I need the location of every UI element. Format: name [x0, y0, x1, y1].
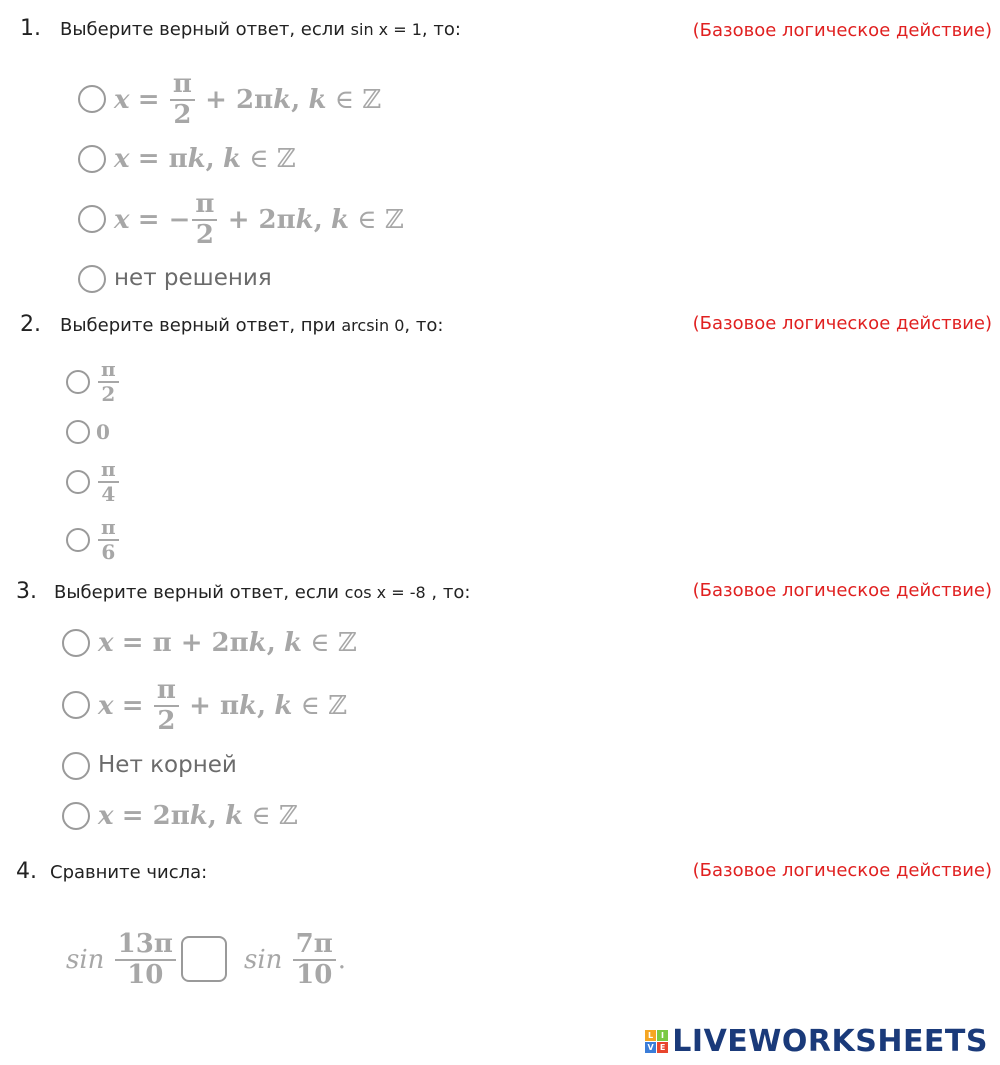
q3-option-1-radio[interactable]	[62, 629, 90, 657]
q3-option-2-radio[interactable]	[62, 691, 90, 719]
logo-cell: V	[645, 1042, 656, 1053]
q3-option-3-label[interactable]: Нет корней	[98, 752, 237, 778]
prompt-text-end: , то:	[425, 582, 471, 603]
prompt-math: arcsin 0	[341, 316, 405, 335]
q4-left-expression	[66, 930, 178, 990]
q3-option-2-math[interactable]: x = $\frac{\pi}{2}$ + π k , k ∈ ℤ	[98, 674, 348, 736]
q3-option-4-radio[interactable]	[62, 802, 90, 830]
prompt-text-end: , то:	[421, 19, 461, 40]
question-2-prompt	[60, 315, 443, 336]
question-3-number: 3.	[16, 579, 37, 604]
q1-option-3-radio[interactable]	[78, 205, 106, 233]
left-numerator: 13π	[115, 931, 176, 961]
logo-cell: L	[645, 1030, 656, 1041]
question-4-number: 4.	[16, 859, 37, 884]
q3-option-1-math[interactable]: x = π + 2π k , k ∈ ℤ	[98, 628, 357, 658]
q4-right-expression	[244, 930, 346, 990]
question-2-tag: (Базовое логическое действие)	[692, 313, 992, 334]
q2-option-2-radio[interactable]	[66, 420, 90, 444]
q2-option-1-math[interactable]: $\frac{\pi}{2}$	[96, 357, 121, 407]
left-denominator: 10	[127, 960, 164, 990]
question-1-prompt	[60, 19, 461, 40]
right-denominator: 10	[296, 960, 333, 990]
q1-option-1-radio[interactable]	[78, 85, 106, 113]
right-end: .	[337, 945, 347, 975]
q4-answer-box[interactable]	[181, 936, 227, 982]
prompt-text: Выберите верный ответ, при	[60, 315, 342, 336]
q1-option-2-math[interactable]: x = π k , k ∈ ℤ	[114, 144, 296, 174]
question-4-tag: (Базовое логическое действие)	[692, 860, 992, 881]
prompt-math: cos x = -8	[344, 583, 426, 602]
right-numerator: 7π	[293, 931, 336, 961]
prompt-text: Выберите верный ответ, если	[54, 582, 345, 603]
prompt-text-end: , то:	[404, 315, 444, 336]
q1-option-3-math[interactable]: x = − $\frac{\pi}{2}$ + 2π k , k ∈ ℤ	[114, 188, 404, 250]
logo-text: LIVEWORKSHEETS	[672, 1024, 988, 1059]
q3-option-3-radio[interactable]	[62, 752, 90, 780]
q3-option-4-math[interactable]: x = 2π k , k ∈ ℤ	[98, 801, 298, 831]
right-func: sin	[244, 945, 283, 975]
prompt-math: sin x = 1	[350, 20, 422, 39]
q2-option-3-radio[interactable]	[66, 470, 90, 494]
question-1-number: 1.	[20, 16, 41, 41]
q2-option-1-radio[interactable]	[66, 370, 90, 394]
logo-cell: E	[657, 1042, 668, 1053]
question-2-number: 2.	[20, 312, 41, 337]
prompt-text: Выберите верный ответ, если	[60, 19, 351, 40]
logo-cell: I	[657, 1030, 668, 1041]
q1-option-4-label[interactable]: нет решения	[114, 265, 272, 291]
question-3-prompt	[54, 582, 470, 603]
logo-grid-icon	[645, 1030, 668, 1053]
question-3-tag: (Базовое логическое действие)	[692, 580, 992, 601]
q2-option-4-math[interactable]: $\frac{\pi}{6}$	[96, 515, 121, 565]
question-1-tag: (Базовое логическое действие)	[692, 20, 992, 41]
q2-option-4-radio[interactable]	[66, 528, 90, 552]
q1-option-4-radio[interactable]	[78, 265, 106, 293]
question-4-prompt: Сравните числа:	[50, 862, 208, 883]
q2-option-2-math[interactable]: 0	[96, 420, 110, 444]
liveworksheets-logo	[645, 1024, 988, 1059]
q1-option-2-radio[interactable]	[78, 145, 106, 173]
left-func: sin	[66, 945, 105, 975]
q2-option-3-math[interactable]: $\frac{\pi}{4}$	[96, 457, 121, 507]
q1-option-1-math[interactable]: x = $\frac{\pi}{2}$ + 2π k , k ∈ ℤ	[114, 68, 382, 130]
